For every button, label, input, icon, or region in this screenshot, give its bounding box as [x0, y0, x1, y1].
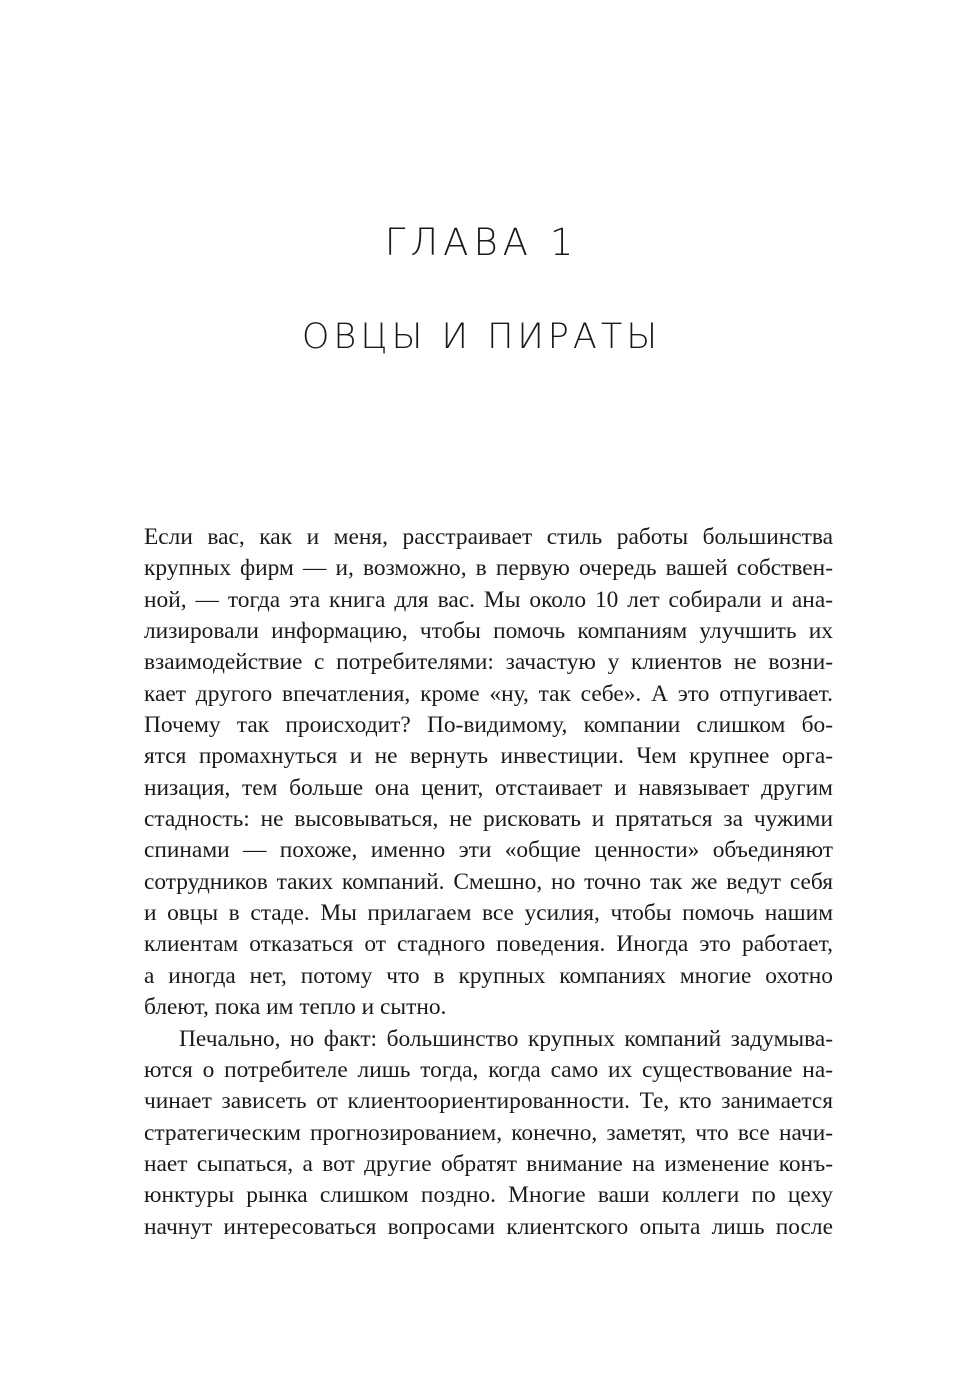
- chapter-number: ГЛАВА 1: [384, 221, 579, 264]
- text-line: лизировали информацию, чтобы помочь компаниям улучшить их: [144, 618, 833, 645]
- paragraph-start-line: Печально, но факт: большинство крупных компаний задумыва-: [179, 1025, 833, 1052]
- text-line: ются о потребителе лишь тогда, когда само их существование на-: [144, 1056, 833, 1083]
- text-line: низация, тем больше она ценит, отстаивает и навязывает другим: [144, 774, 833, 801]
- paragraph-end-line: блеют, пока им тепло и сытно.: [144, 994, 447, 1021]
- text-line: чинает зависеть от клиентоориентированности. Те, кто занимается: [144, 1088, 833, 1115]
- text-line: нает сыпаться, а вот другие обратят внимание на изменение конъ-: [144, 1150, 833, 1177]
- text-line: а иногда нет, потому что в крупных компаниях многие охотно: [144, 962, 833, 989]
- text-line: ной, — тогда эта книга для вас. Мы около 10 лет собирали и ана-: [144, 586, 833, 613]
- text-line: стадность: не высовываться, не рисковать и прятаться за чужими: [144, 806, 833, 833]
- text-line: крупных фирм — и, возможно, в первую очередь вашей собствен-: [144, 555, 833, 582]
- text-line: и овцы в стаде. Мы прилагаем все усилия, чтобы помочь нашим: [144, 900, 833, 927]
- text-line: начнут интересоваться вопросами клиентского опыта лишь после: [144, 1213, 833, 1240]
- body-text: [144, 522, 833, 1243]
- text-line: Если вас, как и меня, расстраивает стиль работы большинства: [144, 524, 833, 550]
- text-line: сотрудников таких компаний. Смешно, но точно так же ведут себя: [144, 868, 833, 895]
- text-line: стратегическим прогнозированием, конечно, заметят, что все начи-: [144, 1119, 833, 1146]
- text-line: спинами — похоже, именно эти «общие ценности» объединяют: [144, 837, 833, 864]
- text-line: кает другого впечатления, кроме «ну, так себе». А это отпугивает.: [144, 680, 833, 707]
- chapter-title: ОВЦЫ И ПИРАТЫ: [301, 317, 662, 357]
- text-line: взаимодействие с потребителями: зачастую у клиентов не возни-: [144, 649, 833, 676]
- text-line: ятся промахнуться и не вернуть инвестиции. Чем крупнее орга-: [144, 743, 833, 770]
- text-line: Почему так происходит? По-видимому, компании слишком бо-: [144, 712, 833, 739]
- text-line: клиентам отказаться от стадного поведения. Иногда это работает,: [144, 931, 833, 958]
- text-line: юнктуры рынка слишком поздно. Многие ваши коллеги по цеху: [144, 1182, 833, 1209]
